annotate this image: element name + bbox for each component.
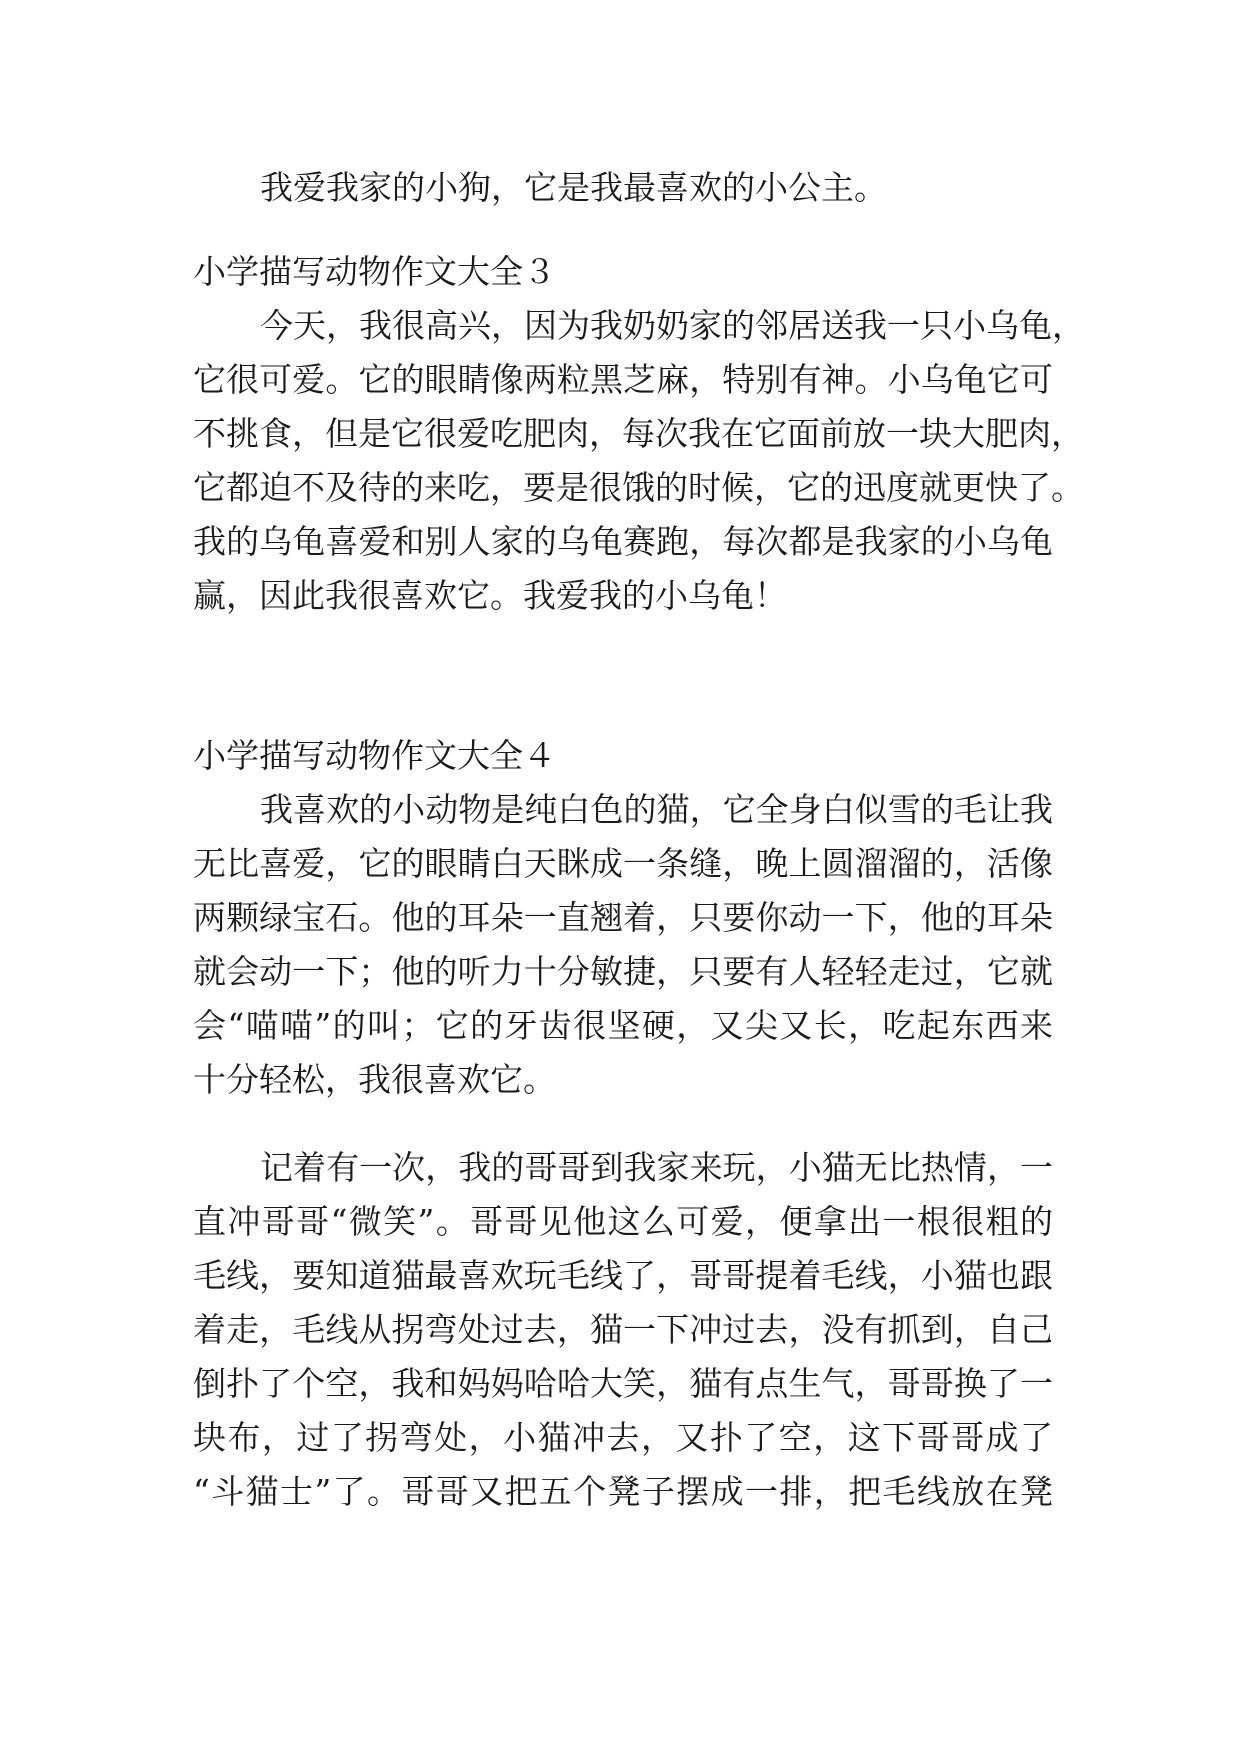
paragraph-line: 毛线，要知道猫最喜欢玩毛线了，哥哥提着毛线，小猫也跟 [193, 1256, 1053, 1295]
paragraph-line: 记着有一次，我的哥哥到我家来玩，小猫无比热情，一 [260, 1148, 1053, 1187]
paragraph-line: 赢，因此我很喜欢它。我爱我的小乌龟！ [193, 576, 787, 615]
paragraph-line: 倒扑了个空，我和妈妈哈哈大笑，猫有点生气，哥哥换了一 [193, 1364, 1053, 1403]
paragraph-line: 它很可爱。它的眼睛像两粒黑芝麻，特别有神。小乌龟它可 [193, 360, 1053, 399]
intro-line: 我爱我家的小狗，它是我最喜欢的小公主。 [260, 168, 887, 207]
paragraph-line: 两颗绿宝石。他的耳朵一直翘着，只要你动一下，他的耳朵 [193, 898, 1053, 937]
paragraph-line: 我喜欢的小动物是纯白色的猫，它全身白似雪的毛让我 [260, 790, 1053, 829]
section-3-heading: 小学描写动物作文大全３ [193, 252, 556, 291]
paragraph-line: 它都迫不及待的来吃，要是很饿的时候，它的迅度就更快了。 [193, 468, 1084, 507]
section-4-heading: 小学描写动物作文大全４ [193, 736, 556, 775]
paragraph-line: 无比喜爱，它的眼睛白天眯成一条缝，晚上圆溜溜的，活像 [193, 844, 1053, 883]
paragraph-line: 今天，我很高兴，因为我奶奶家的邻居送我一只小乌龟， [260, 306, 1085, 345]
paragraph-line: 会“喵喵”的叫；它的牙齿很坚硬，又尖又长，吃起东西来 [193, 1006, 1053, 1045]
paragraph-line: “斗猫士”了。哥哥又把五个凳子摆成一排，把毛线放在凳 [193, 1472, 1053, 1511]
paragraph-line: 直冲哥哥“微笑”。哥哥见他这么可爱，便拿出一根很粗的 [193, 1202, 1053, 1241]
paragraph-line: 着走，毛线从拐弯处过去，猫一下冲过去，没有抓到，自己 [193, 1310, 1053, 1349]
paragraph-line: 就会动一下；他的听力十分敏捷，只要有人轻轻走过，它就 [193, 952, 1053, 991]
paragraph-line: 我的乌龟喜爱和别人家的乌龟赛跑，每次都是我家的小乌龟 [193, 522, 1053, 561]
paragraph-line: 十分轻松，我很喜欢它。 [193, 1060, 556, 1099]
paragraph-line: 不挑食，但是它很爱吃肥肉，每次我在它面前放一块大肥肉， [193, 414, 1084, 453]
paragraph-line: 块布，过了拐弯处，小猫冲去，又扑了空，这下哥哥成了 [193, 1418, 1053, 1457]
